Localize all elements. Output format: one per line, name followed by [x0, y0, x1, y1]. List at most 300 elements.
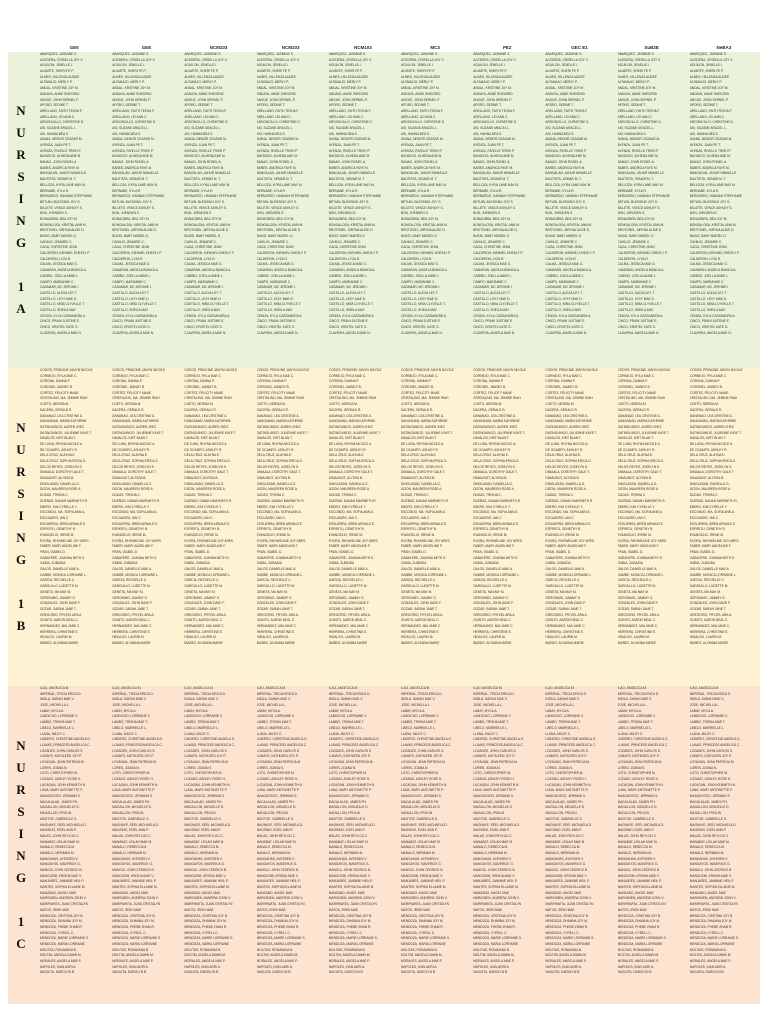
- student-name: INSILA, SARAH MAE V.: [617, 697, 652, 702]
- name-column: [401, 686, 469, 1004]
- student-name: BAUTISTA, XEMAR M. T.: [473, 177, 510, 182]
- student-name: GARCIA, RECHELLE C.: [617, 578, 653, 583]
- student-name: MENDOZA, PHEBE ZHAM R.: [689, 924, 733, 929]
- student-name: GENETA, MA MAY M.: [473, 589, 505, 594]
- student-name: DIMAALA, DOROTHY GALE T.: [256, 470, 301, 475]
- student-name: MAGNAYE, SEEL MICHAELA D.: [689, 822, 737, 827]
- student-name: LIBELO, MARRIELLE L.: [112, 725, 147, 730]
- student-name: MANGAYOS, MAVERICK G.: [328, 862, 370, 867]
- student-name: BAYADOG, ALHENA ANE M.: [689, 154, 731, 159]
- name-column: [545, 686, 613, 1004]
- student-name: CASTILLO, NIÑA CLYVELLE T.: [112, 302, 157, 307]
- student-name: MANALO, REBECCA M.: [689, 845, 725, 850]
- student-name: LOZANO, ASHLEY ROSE H.: [40, 777, 82, 781]
- student-name: CAMARAN, ANGELA BIANCA A.: [40, 268, 87, 273]
- student-name: CAÑIÑO, JOELLA ANNE L.: [401, 273, 440, 278]
- student-name: LABAY, MYCA A.: [40, 708, 65, 713]
- student-name: ALTAMAJO, MERLY P.: [473, 80, 506, 85]
- section-label-letter: N: [16, 530, 26, 545]
- student-name: MOLITAS, RONAVANA B.: [689, 947, 727, 952]
- student-name: DE OCAMPO, ASHLEY R.: [328, 447, 367, 452]
- student-name: MOLTIM, ANGELA DAWN M.: [328, 953, 371, 958]
- student-name: DE LUNA, RHYNA NICOLE A.: [617, 441, 661, 446]
- student-name: ALVARTE, SHERI FE P.: [689, 69, 724, 74]
- student-name: AVANA, NEMOR CEASAR M.: [401, 137, 444, 142]
- student-name: EVANGELIO, IRENE M.: [40, 532, 75, 537]
- student-name: ESCONDO, MA. SOFIA ANN A.: [401, 510, 446, 515]
- student-name: MENDOZA, PHEBE ZHAM R.: [545, 924, 588, 929]
- student-name: CASTILLO, SHEILA MAY: [112, 307, 149, 312]
- student-name: LLAVAS, PRINCESS ANGELICA C.: [256, 742, 307, 747]
- student-name: MORALES, ANGELA MAE P.: [689, 959, 732, 963]
- student-name: MANGAHAS, AYESSEN V.: [40, 856, 79, 861]
- student-name: MANGUSIB, KRISHA MAE V.: [473, 873, 516, 878]
- student-name: BILLETE, VENCE ASHLEY S.: [689, 205, 733, 210]
- student-name: FABER, MARY ANGELINE F.: [401, 544, 443, 549]
- student-name: ASI, SUZANE ARACEL L.: [112, 125, 149, 130]
- student-name: MARIPAWITA, JUAN CRISTALYN: [40, 902, 88, 907]
- student-name: ESPIRITU, GENETHY B.: [112, 527, 148, 532]
- student-name: LLANA, MILDY C.: [617, 731, 644, 736]
- name-column: [618, 686, 686, 1004]
- student-name: CINCO, KRISTEL KATE G.: [328, 325, 368, 329]
- student-name: MORALES, ANGELA MAE P.: [112, 959, 154, 963]
- student-name: IMPERIAL, TRICIA ERICA D.: [401, 691, 443, 696]
- student-name: MENDOZA, CRISTINA JOY B.: [473, 913, 517, 918]
- student-name: CAÑIÑO, JOELLA ANNE L.: [256, 273, 296, 278]
- student-name: BERNABE, KYLA R.: [256, 188, 286, 193]
- student-name: ANDAL, KRISTINE JOY M.: [401, 86, 440, 91]
- student-name: CALMA, JESSICA MAE G.: [112, 262, 151, 267]
- student-name: FRAN, ISABEL D.: [689, 550, 716, 554]
- student-name: HERNANDEZ, MIA JANE C.: [689, 623, 730, 628]
- student-name: GREGORIO, FRYZEL ARA A.: [40, 612, 83, 617]
- student-name: BAUTISTA, XEMAR M. T.: [545, 177, 582, 182]
- student-name: BELLOZA, KYRA LANE MAY M.: [689, 182, 736, 187]
- student-name: MANZANO, ANGEL MAE: [401, 890, 438, 895]
- student-name: BANGALAN, JAHUR NIMAELLE: [184, 171, 231, 176]
- student-name: LUCAGAN, JOHN KENNETH N.: [256, 782, 303, 787]
- student-name: CAMPO, MARIANNE C.: [112, 279, 147, 284]
- student-name: BANAG, JOHN RONEL A.: [256, 160, 294, 165]
- student-name: CRISTALINO, MA. JEMINE RIAH: [112, 396, 160, 401]
- student-name: CRISTALINO, MA. JEMINE RIAH: [328, 396, 377, 401]
- student-name: ANGUE, JOHN SERNEL P.: [689, 97, 729, 102]
- student-name: GAMBE, MONICA LORRAINE L.: [545, 572, 592, 577]
- student-name: CORNEJO, RYLA MAE C.: [112, 373, 150, 378]
- student-name: GOZAR, SARAH JANE T.: [112, 606, 149, 611]
- student-name: BILLETE, VENCE ASHLEY S.: [473, 205, 516, 210]
- student-name: LOREN, JOANA N.: [473, 765, 501, 770]
- student-name: HIDALGO, LAURIN M.: [545, 635, 578, 640]
- student-name: DANGANAN, MARIA KATHRINE: [617, 419, 665, 424]
- name-column: [257, 368, 325, 686]
- student-name: GALOS, DANIELLE MAE A.: [473, 567, 513, 572]
- column-header: NeBA3: [716, 45, 732, 50]
- column-header: PE2: [503, 45, 512, 50]
- student-name: BERNABE, KYLA R.: [617, 188, 647, 193]
- student-name: MENDOZA, DHANNA JOY M.: [184, 919, 227, 924]
- student-name: EBERO, KIM CYRELLE Y.: [184, 504, 222, 509]
- student-name: GUINTO, AARON NEAL C.: [112, 618, 151, 623]
- student-name: INSILA, SARAH MAE V.: [256, 697, 291, 702]
- student-name: MANGAHAS, AYESSEN V.: [184, 856, 223, 861]
- student-name: ALMES, HILLENZA AUDEE: [328, 74, 369, 79]
- student-name: CRISTALINO, MA. JEMINE RIAH: [545, 396, 593, 401]
- student-name: INSILA, SARAH MAE V.: [401, 697, 436, 702]
- student-name: ALMES, HILLENZA AUDEE: [184, 74, 224, 79]
- student-name: GALOS, DANIELLE MAE A.: [112, 567, 152, 572]
- student-name: GREGORIO, FRYZEL ARA A.: [328, 612, 371, 617]
- student-name: EBERO, KIM CYRELLE Y.: [328, 504, 367, 509]
- student-name: GARGULLO, LUDETTE M.: [112, 584, 151, 589]
- student-name: LOZANO, ASHLEY ROSE H.: [401, 777, 443, 781]
- student-name: ACEDERA, CRISELLA JOY V.: [328, 57, 372, 62]
- student-name: MENDOZA, MARIA LORRAINE: [473, 941, 518, 946]
- student-name: CUETO, NERISA M.: [328, 402, 358, 407]
- student-name: DINGLASAN, DANIELLA G.: [184, 481, 225, 486]
- student-name: LLAVAS, PRINCESS ANGELICA C.: [184, 742, 235, 747]
- student-name: CASAMAR, MC JEROME I.: [689, 285, 730, 290]
- student-name: MALAS, JOHN REYLOU C.: [256, 833, 296, 838]
- student-name: MANALO, NERIMAN M.: [617, 850, 652, 855]
- student-name: EBERO, KIM CYRELLE Y.: [545, 504, 583, 509]
- student-name: MARIPAWITA, JUAN CRISTALYN: [545, 902, 594, 907]
- student-name: MOLITAS, RONAVANA B.: [401, 947, 438, 952]
- student-name: MANALO, NERIMAN M.: [184, 850, 219, 855]
- student-name: HIDALGO, LAURIN M.: [617, 635, 650, 640]
- student-name: ALVARTE, SHERI FE P.: [184, 69, 219, 74]
- student-name: CAGA, CHRISTINE JEAN: [112, 245, 150, 250]
- student-name: MARIGMEN, ANDREW JOHN V.: [256, 896, 304, 901]
- student-name: ANDAYA, ANNE SHEIGRID: [40, 91, 80, 96]
- student-name: CASAMAR, MC JEROME I.: [184, 285, 224, 290]
- student-name: LUCAGAN, JOHN KENNETH N.: [184, 782, 231, 787]
- student-name: MAGSINO, EIZEL ANN P.: [545, 828, 582, 833]
- student-name: MAGNAYE, SEEL MICHAELA D.: [184, 822, 231, 827]
- student-name: GALOS, DANIELLE MAE A.: [545, 567, 586, 572]
- student-name: ANGUE, JOHN SERNEL P.: [545, 97, 585, 102]
- student-name: MENDOZA, DHANNA JOY M.: [112, 919, 155, 924]
- student-name: CAGA, CHRISTINE JEAN: [617, 245, 655, 250]
- student-name: ANDAL, KRISTINE JOY M.: [473, 86, 512, 91]
- student-name: CAMARAN, ANGELA BIANCA A.: [545, 268, 592, 273]
- student-name: DUDAS, TRISHA C.: [617, 493, 647, 498]
- student-name: FABER, MARY ANGELINE F.: [617, 544, 660, 549]
- student-name: MAGNAYE, SEEL MICHAELA D.: [617, 822, 665, 827]
- student-name: IMPERIAL, TRICIA ERICA D.: [689, 691, 732, 696]
- student-name: IMPERIAL, TRICIA ERICA D.: [40, 691, 82, 696]
- student-name: GABIA, ZUBAIDA: [112, 561, 138, 566]
- student-name: LOYAGAN, JEAN PATRICIA M.: [689, 759, 735, 764]
- student-name: CASTILLO, SHEILA MAY: [545, 307, 582, 312]
- student-name: CALDERON, LYZA R.: [40, 256, 72, 261]
- student-name: BON, JHENDEN S.: [256, 211, 285, 216]
- student-name: MANJARES, JANNINE HEIL P.: [617, 879, 662, 884]
- student-name: CORONEL, MANDY B.: [40, 385, 73, 390]
- name-column: [184, 52, 252, 368]
- student-name: GAMBE, MONICA LORRAINE L.: [40, 572, 87, 577]
- student-name: MENDOZA, MARIA LORRAINE: [328, 941, 374, 946]
- student-name: MANJARES, JANNINE HEIL P.: [112, 879, 157, 884]
- student-name: LINDERO, CHRISTINE ANGELA G.: [689, 737, 741, 742]
- student-name: BAYADOG, ALHENA ANE M.: [112, 154, 154, 159]
- student-name: LANDICHO, LORRAINE V.: [401, 714, 440, 719]
- student-name: CINCO, PRANI JUSTINE E.: [184, 319, 225, 324]
- student-name: GARGULLO, LUDETTE M.: [401, 584, 440, 589]
- student-name: DE OCAMPO, ASHLEY R.: [112, 447, 150, 452]
- student-name: INSILA, SARAH MAE V.: [328, 697, 364, 702]
- student-name: ASI, SUZANE ARACEL L.: [545, 125, 583, 130]
- student-name: DUDAS, TRISHA C.: [256, 493, 286, 498]
- name-column: [184, 686, 252, 1004]
- student-name: ASI, HANNA BEA S.: [112, 131, 142, 136]
- section-label-letter: 1: [17, 279, 25, 294]
- student-name: GERONIMO, JIAMMY G.: [545, 595, 582, 600]
- student-name: DE LUNA, RHYNA NICOLE A.: [689, 441, 733, 446]
- student-name: ARELLANO, LEI ANN C.: [112, 114, 148, 119]
- name-column: [112, 686, 180, 1004]
- student-name: CRISTALINO, MA. JEMINE RIAH: [256, 396, 304, 401]
- student-name: ANDAYA, ANNE SHEIGRID: [545, 91, 585, 96]
- student-name: CORTEZ, FELICITY MAAE: [256, 390, 296, 395]
- student-name: CORTEZ, FELICITY MAAE: [401, 390, 440, 395]
- student-name: LLANA, MILDY C.: [473, 731, 499, 736]
- student-name: GOZAR, SARAH JANE T.: [256, 606, 294, 611]
- student-name: AGUILON, JENELLE I.: [184, 63, 217, 68]
- student-name: EVANGELIO, IRENE M.: [689, 532, 724, 537]
- student-name: ASI, HANNA BEA S.: [401, 131, 430, 136]
- section-label-letter: I: [18, 826, 24, 841]
- student-name: CAMPO, MARIANNE C.: [256, 279, 291, 284]
- section-label: [8, 52, 34, 368]
- student-name: CRISTALINO, MA. JEMINE RIAH: [184, 396, 232, 401]
- student-name: BAYADOG, ALHENA ANE M.: [328, 154, 370, 159]
- student-name: HERRERA, CHRISTINE E.: [328, 629, 368, 634]
- student-name: CASTILLO, LEXY MAE D.: [473, 296, 511, 301]
- student-name: MAGALLON, FROLIN: [473, 811, 505, 816]
- student-name: MANTES, SOPHIA ELLAINE M.: [328, 885, 375, 890]
- student-name: JOSE, MICHELLA L.: [256, 703, 286, 708]
- student-name: BAUTISTA, XEMAR M. T.: [112, 177, 149, 182]
- student-name: FABER, MARY ANGELINE F.: [40, 544, 82, 549]
- name-column: [112, 368, 180, 686]
- student-name: DELA CRUZ, ALAYNA E.: [184, 453, 220, 458]
- student-name: ALMES, HILLENZA AUDEE: [617, 74, 657, 79]
- student-name: BANGALAN, JAHUR NIMAELLE: [40, 171, 87, 176]
- student-name: CALDERON, LYZA R.: [617, 256, 649, 261]
- student-name: CODOS, PRINCINE JANYN NICOLE: [617, 368, 671, 372]
- student-name: AYENZA, RIVELLE TRISH P.: [545, 148, 587, 153]
- student-name: CAMPO, MARIANNE C.: [545, 279, 580, 284]
- section-label: [8, 368, 34, 686]
- student-name: AYENZA, RIVELLE TRISH P.: [328, 148, 371, 153]
- student-name: GABIA, ZUBAIDA: [256, 561, 282, 566]
- student-name: GABIA, ZUBAIDA: [328, 561, 355, 566]
- student-name: MAGTOE, GABRIELLE S.: [256, 816, 294, 821]
- column-header: NCM103: [281, 45, 300, 50]
- student-name: AGUILON, JENELLE I.: [401, 63, 434, 68]
- student-name: CORNEJO, RYLA MAE C.: [617, 373, 655, 378]
- student-name: MANGUI, JOHN CEDRICK B.: [473, 868, 516, 872]
- student-name: DIZON, MAUREEN ROSE A.: [328, 487, 371, 492]
- student-name: EVORA, RHOWELINE JOY ARES: [112, 538, 161, 543]
- student-name: LANDICHO, LORRAINE V.: [40, 714, 79, 719]
- column-header: NCM103: [209, 45, 228, 50]
- student-name: CORTEZ, FELICITY MAAE: [184, 390, 224, 395]
- student-name: CUETO, NERISA M.: [112, 402, 142, 407]
- student-name: BAÑES, ANDRICA FAYE M.: [473, 165, 513, 170]
- student-name: ANDAL, KRISTINE JOY M.: [40, 86, 79, 91]
- student-name: CORONEL, MANDY B.: [617, 385, 651, 390]
- student-name: DATINGUINOO, JULIENNE KAYE T.: [184, 430, 237, 435]
- student-name: DANANAO, LEA CRISTINE A.: [184, 413, 228, 418]
- student-name: DIMAUNOT, ALYSSA B.: [40, 476, 75, 481]
- student-name: CASTILLO, LEXY MAE D.: [401, 296, 439, 301]
- student-name: MANGAYOS, MAVERICK G.: [473, 862, 514, 867]
- student-name: APORO, SEDINE T.: [40, 103, 69, 108]
- student-name: LOYAGAN, JEAN PATRICIA M.: [40, 759, 85, 764]
- student-name: GENETA, MA MAY M.: [617, 589, 649, 594]
- student-name: MAGNAYE, SEEL MICHAELA D.: [545, 822, 592, 827]
- student-name: LINDERO, CHRISTINE ANGELA G.: [328, 737, 380, 742]
- student-name: ASI, SUZANE ARACEL L.: [617, 125, 655, 130]
- student-name: MANABAT, LEILAH MAE M.: [184, 839, 225, 844]
- student-name: GARGULLO, LUDETTE M.: [256, 584, 296, 589]
- student-name: MOLTIM, ANGELA DAWN M.: [401, 953, 443, 958]
- student-name: DELA CRUZ, SOPHIA ERICA G.: [401, 459, 448, 463]
- student-name: HIDALGO, LAURIN M.: [112, 635, 145, 640]
- student-name: BERNARDO, HANNAH STEPHANIE: [545, 194, 598, 199]
- student-name: MAGALLON, MIGUELLE D.: [184, 805, 225, 810]
- student-name: BANGALAN, JAHUR NIMAELLE: [112, 171, 159, 176]
- student-name: CAÑIÑO, JOELLA ANNE L.: [689, 273, 729, 278]
- student-name: DELOS REYES, JOSELYN S.: [328, 464, 372, 469]
- student-name: CUETO, NERISA M.: [545, 402, 575, 407]
- student-name: AYENZA, RIVELLE TRISH P.: [40, 148, 82, 153]
- section-label-letter: C: [16, 936, 26, 951]
- student-name: DUDAS, TRISHA C.: [112, 493, 141, 498]
- student-name: BROTONEL, MRYNA ALDIE D.: [617, 228, 663, 233]
- student-name: EVORA, RHOWELINE JOY ARES: [617, 538, 667, 543]
- student-name: DIMAALA, DOROTHY GALE T.: [328, 470, 374, 475]
- student-name: DIZON, MAUREEN ROSE A.: [401, 487, 443, 492]
- student-name: LABAY, MYCA A.: [689, 708, 714, 713]
- student-name: MAGALLON, FROLIN: [328, 811, 360, 816]
- student-name: MENDOZA, CRISTINA JOY B.: [256, 913, 300, 918]
- student-name: BILLETE, VENCE ASHLEY S.: [617, 205, 661, 210]
- student-name: MATOS, IRISH MAE: [401, 907, 431, 912]
- student-name: MANALO, NERIMAN M.: [112, 850, 147, 855]
- student-name: ALTAMAJO, MERLY P.: [617, 80, 650, 85]
- student-name: MANZANO, ANGEL MAE: [256, 890, 293, 895]
- student-name: ARELLANO, FAITH TEZHA F.: [689, 108, 733, 113]
- student-name: GENETA, MA MAY M.: [401, 589, 433, 594]
- student-name: ARELLANO, FAITH TEZHA F.: [184, 108, 227, 113]
- student-name: ESGUERRA, BREN ARNALD E.: [545, 521, 592, 526]
- student-name: CALMA, JESSICA MAE G.: [473, 262, 512, 267]
- student-name: CODOS, PRINCINE JANYN NICOLE: [328, 368, 382, 372]
- student-name: BON, JHENDEN S.: [184, 211, 213, 216]
- student-name: JOSE, MICHELLA L.: [617, 703, 647, 708]
- student-name: BUKID, BABY MARIEL D.: [401, 234, 438, 238]
- student-name: MAGTOE, GABRIELLE S.: [473, 816, 511, 821]
- student-name: ESGUERRA, BREN ARNALD E.: [473, 521, 520, 526]
- student-name: ARELLANO, FAITH TEZHA F.: [328, 108, 372, 113]
- student-name: DUDAS, TRISHA C.: [184, 493, 213, 498]
- student-name: ARGONCILLO, CHRISTINE D.: [545, 120, 590, 125]
- student-name: LLANA, MILDY C.: [328, 731, 355, 736]
- student-name: CRISTALINO, MA. JEMINE RIAH: [40, 396, 88, 401]
- student-name: CORNEJO, RYLA MAE C.: [545, 373, 583, 378]
- student-name: BONGALOSA, KRISTAL ANN M.: [40, 222, 87, 227]
- student-name: MARIGMEN, ANDREW JOHN V.: [545, 896, 592, 901]
- student-name: LUCAGAN, JOHN KENNETH N.: [545, 782, 592, 787]
- student-name: MOLTIM, ANGELA DAWN M.: [112, 953, 154, 958]
- student-name: GALOS, DANIELLE MAE A.: [328, 567, 369, 572]
- student-name: CORONA, DANNA P.: [40, 379, 71, 384]
- student-name: MENDOZA, CRISTINA JOY B.: [401, 913, 445, 918]
- student-name: ABARQUEZ, JASMINE S.: [328, 52, 366, 56]
- student-name: MANZANO, ANGEL MAE: [473, 890, 510, 895]
- student-name: CORONEL, MANDY B.: [401, 385, 434, 390]
- student-name: ESPIRITU, GENETHY B.: [545, 527, 582, 532]
- student-name: GABAYERE, JOANNA BETH S.: [256, 555, 302, 560]
- student-name: LINDERO, CHRISTINE ANGELA G.: [112, 737, 164, 742]
- student-name: MENDOZA, CYRELL C.: [328, 930, 363, 935]
- student-name: HIDALGO, LAURIN M.: [256, 635, 289, 640]
- student-name: GUINTO, AARON NEAL C.: [473, 618, 512, 623]
- student-name: ESCUADRO, IAN C.: [617, 515, 647, 520]
- student-name: DELA CRUZ, ALAYNA E.: [689, 453, 726, 458]
- student-name: GENETA, MA MAY M.: [545, 589, 577, 594]
- student-name: FRAN, ISABEL D.: [545, 550, 571, 554]
- student-name: MACALALAD, JAMES PH.: [40, 799, 78, 804]
- student-name: MATOS, IRISH MAE: [473, 907, 503, 912]
- student-name: BAYADOG, ALHENA ANE M.: [473, 154, 515, 159]
- student-name: CODOS, PRINCINE JANYN NICOLE: [256, 368, 310, 372]
- student-name: BONAOBRA, BEA JOY M.: [401, 216, 439, 221]
- student-name: MARIPAWITA, JUAN CRISTALYN: [256, 902, 305, 907]
- student-name: HERRERA, CHRISTINE E.: [184, 629, 223, 634]
- student-name: CORONA, DANNA P.: [256, 379, 287, 384]
- student-name: BERNARDO, HANNAH STEPHANIE: [328, 194, 382, 199]
- student-name: MENDOZA, DHANNA JOY M.: [473, 919, 516, 924]
- student-name: MENDOZA, PHEBE ZHAM R.: [617, 924, 661, 929]
- student-name: ALMES, HILLENZA AUDEE: [689, 74, 730, 79]
- student-name: NAPOLES, KIAN ADRI A.: [256, 964, 293, 969]
- student-name: MALAS, JOHN REYLOU C.: [545, 833, 585, 838]
- student-name: ABARQUEZ, JASMINE S.: [40, 52, 78, 56]
- student-name: CORTEZ, FELICITY MAAE: [112, 390, 151, 395]
- student-name: CINCO, KRISTEL KATE G.: [40, 325, 79, 329]
- student-name: BETUIN, BLESSING JOY S.: [473, 199, 514, 204]
- student-name: CASTILLO, ALEXA LEY T.: [689, 290, 728, 295]
- student-name: AYENZA, RIVELLE TRISH P.: [112, 148, 154, 153]
- column-header: GE5: [69, 45, 79, 50]
- student-name: GARCIA, RECHELLE C.: [401, 578, 436, 583]
- student-name: MENDOZA, CYRELL C.: [184, 930, 219, 935]
- student-name: HERNANDEZ, MIA JANE C.: [112, 623, 153, 628]
- student-name: MARIGMEN, ANDREW JOHN V.: [473, 896, 520, 901]
- student-name: MENDOZA, DHANNA JOY M.: [617, 919, 661, 924]
- student-name: CALDERON, KIENNEL DHESLY P.: [328, 251, 379, 256]
- student-name: LOYAGAN, JEAN PATRICIA M.: [184, 759, 229, 764]
- student-name: CASTILLO, LEXY MAE D.: [617, 296, 655, 301]
- student-name: FABER, MARY ANGELINE F.: [545, 544, 587, 549]
- student-name: ESCUADRO, IAN C.: [401, 515, 431, 520]
- student-name: CAMARAN, ANGELA BIANCA A.: [401, 268, 448, 273]
